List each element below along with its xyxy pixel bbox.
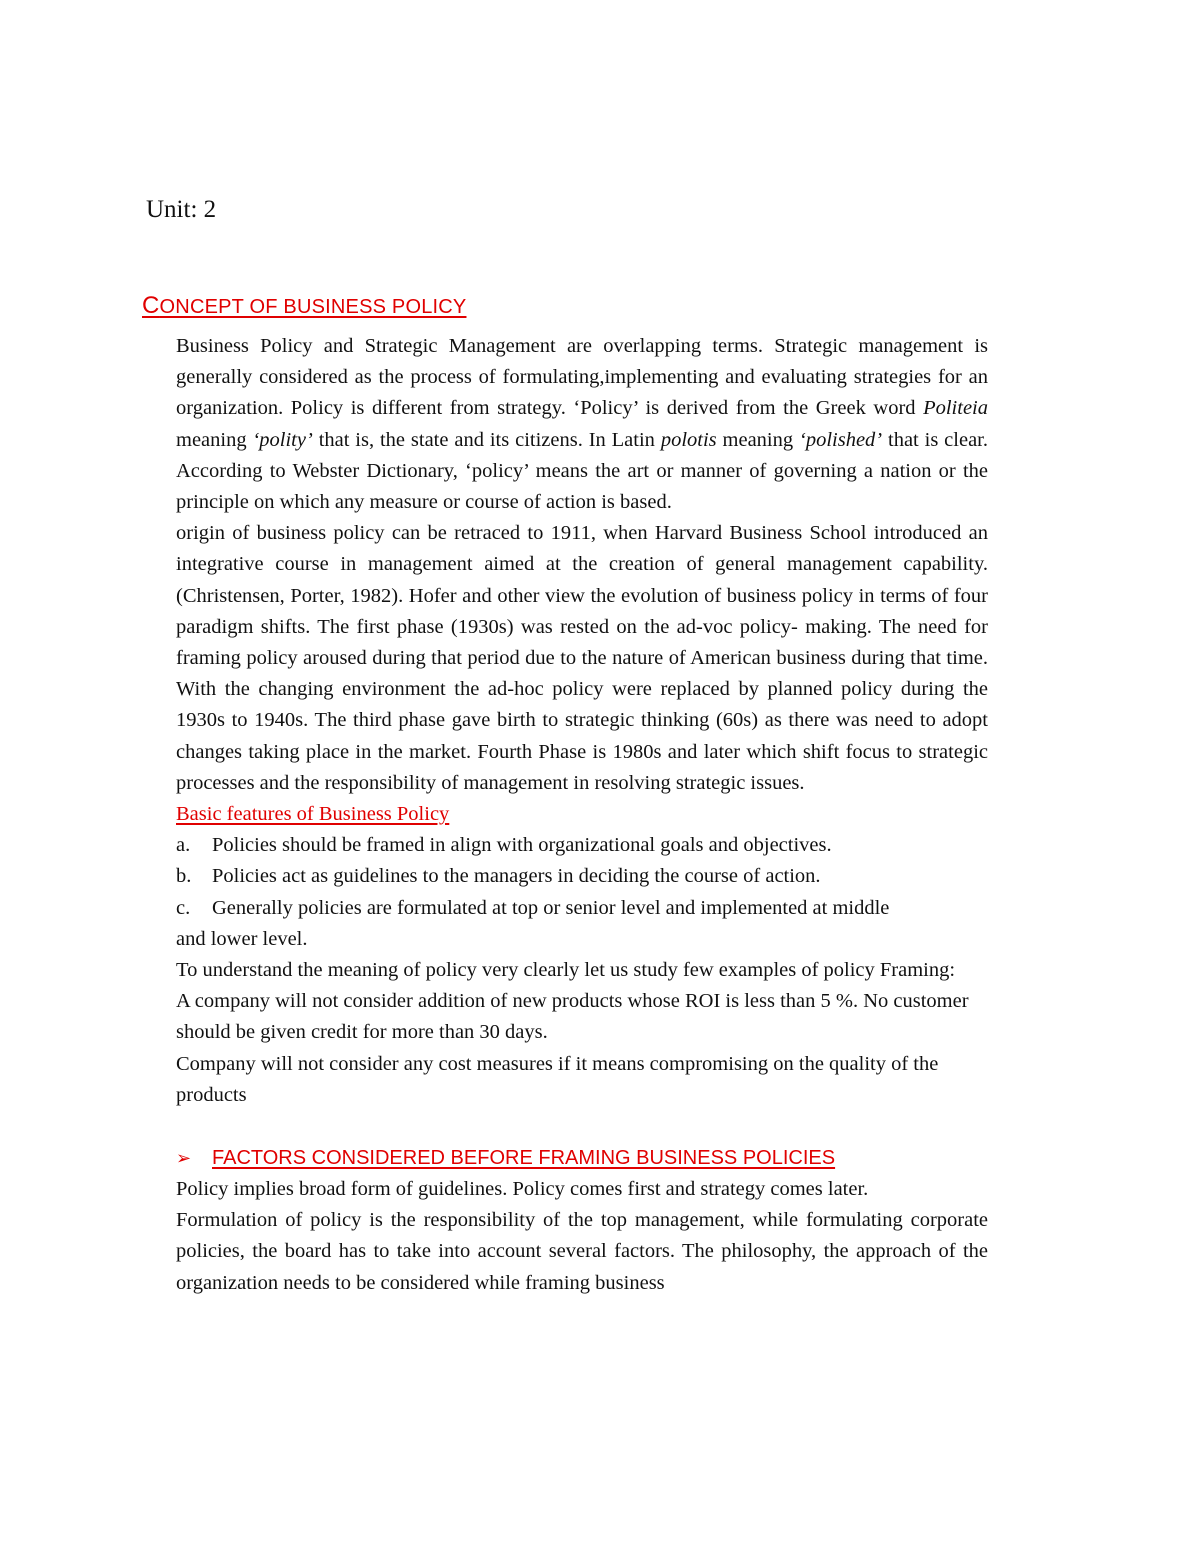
intro-paragraph [176, 331, 988, 518]
example-roi-paragraph: A company will not consider addition of new products whose ROI is less than 5 %. No customer should be given credit for more than 30 days. [176, 990, 969, 1044]
term-polished: ‘polished’ [799, 428, 883, 451]
factors-heading-text: FACTORS CONSIDERED BEFORE FRAMING BUSINESS POLICIES [212, 1147, 836, 1170]
intro-text-b: meaning [176, 428, 253, 451]
intro-text-a: Business Policy and Strategic Management are overlapping terms. Strategic management is generally considered as the process of formulating,implementing and evaluating strategies for an organization. Policy is different from strategy. ‘Policy’ is derived from the Greek word [176, 335, 988, 420]
term-politeia: Politeia [923, 397, 988, 420]
intro-text-c: that is, the state and its citizens. In Latin [312, 428, 661, 451]
concept-heading-rest: ONCEPT OF BUSINESS POLICY [159, 296, 467, 318]
feature-marker: b. [176, 865, 192, 888]
policy-guidelines-paragraph: Policy implies broad form of guidelines. Policy comes first and strategy comes later. [176, 1178, 869, 1201]
intro-text-d: meaning [716, 428, 799, 451]
feature-item-a [176, 830, 988, 861]
factors-heading [176, 1142, 988, 1174]
features-subheading: Basic features of Business Policy [176, 803, 450, 826]
term-polotis: polotis [660, 428, 717, 451]
feature-marker: c. [176, 896, 191, 919]
feature-item-b [176, 861, 988, 892]
feature-text: Policies should be framed in align with organizational goals and objectives. [212, 834, 832, 857]
examples-intro-paragraph: To understand the meaning of policy very clearly let us study few examples of policy Framing: [176, 959, 956, 982]
feature-item-c [176, 893, 988, 924]
arrow-bullet-icon: ➢ [176, 1148, 192, 1169]
unit-label: Unit: 2 [146, 196, 217, 223]
feature-c-continuation: and lower level. [176, 927, 308, 950]
intro-text-e: that is clear. According to Webster Dictionary, ‘policy’ means the art or manner of governing a nation or the principle on which any measure or course of action is based. [176, 428, 988, 514]
concept-heading [142, 290, 466, 323]
example-quality-paragraph: Company will not consider any cost measures if it means compromising on the quality of the products [176, 1052, 939, 1106]
formulation-paragraph: Formulation of policy is the responsibility of the top management, while formulating corporate policies, the board has to take into account several factors. The philosophy, the approach of the organization needs to be considered while framing business [176, 1209, 988, 1294]
concept-heading-initial: C [142, 292, 160, 319]
document-body [176, 331, 988, 1299]
feature-text: Generally policies are formulated at top or senior level and implemented at middle [212, 896, 890, 919]
origin-paragraph: origin of business policy can be retraced to 1911, when Harvard Business School introduced an integrative course in management aimed at the creation of general management capability. (Christensen, Porter, 1982). Hofer and other view the evolution of business policy in terms of four paradigm shifts. The first phase (1930s) was rested on the ad-voc policy- making. The need for framing policy aroused during that period due to the nature of American business during that time. With the changing environment the ad-hoc policy were replaced by planned policy during the 1930s to 1940s. The third phase gave birth to strategic thinking (60s) as there was need to adopt changes taking place in the market. Fourth Phase is 1980s and later which shift focus to strategic processes and the responsibility of management in resolving strategic issues. [176, 522, 988, 794]
term-polity: ‘polity’ [252, 428, 313, 451]
feature-text: Policies act as guidelines to the managers in deciding the course of action. [212, 865, 821, 888]
feature-marker: a. [176, 834, 191, 857]
